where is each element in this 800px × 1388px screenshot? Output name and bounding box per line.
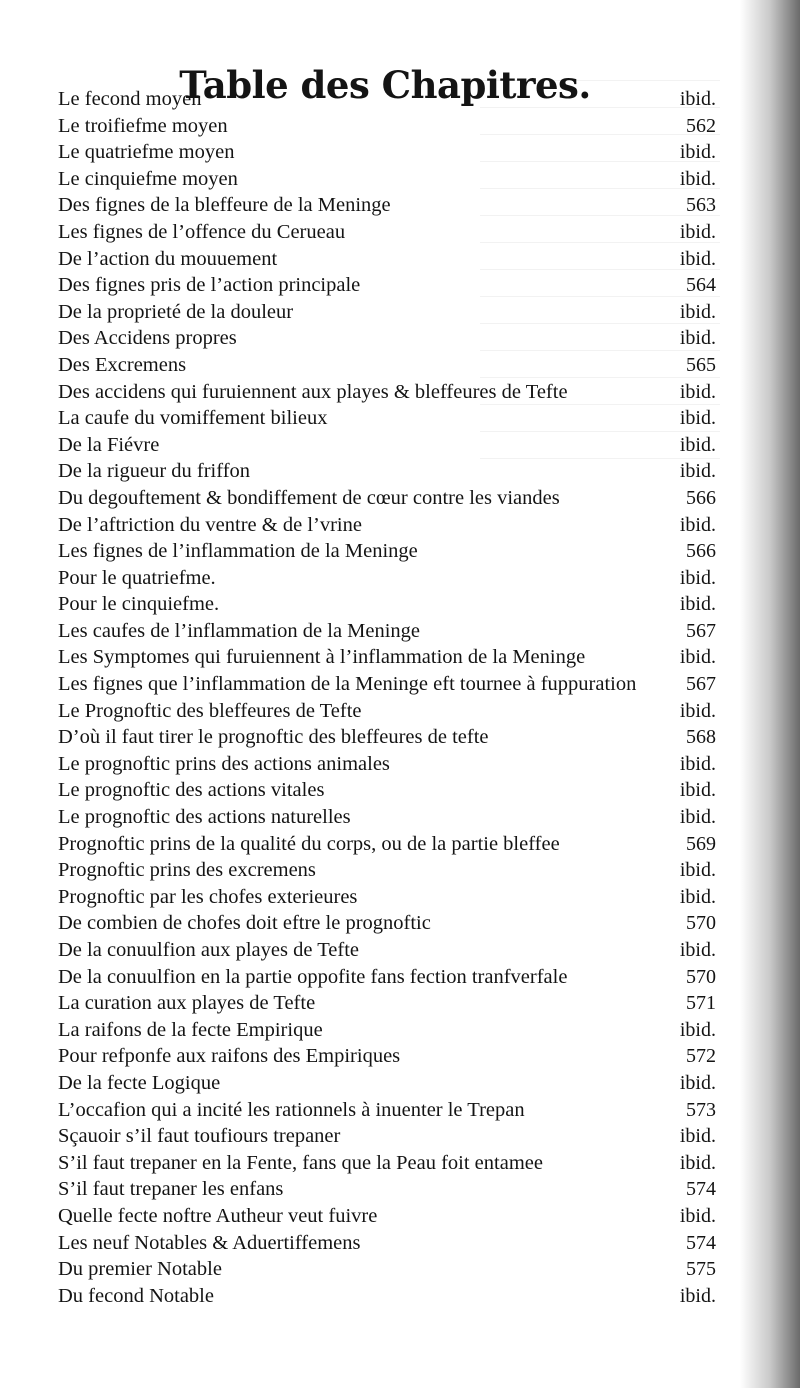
toc-entry: [58, 1017, 716, 1044]
toc-entry: [58, 219, 716, 246]
entry-page-number: ibid.: [679, 752, 716, 775]
entry-page-number: 572: [686, 1045, 716, 1068]
entry-title: Prognoftic prins des excremens: [58, 859, 316, 882]
toc-entry: [58, 1176, 716, 1203]
entry-page-number: 565: [686, 353, 716, 376]
entry-title: S’il faut trepaner les enfans: [58, 1178, 284, 1201]
toc-entry: [58, 1256, 716, 1283]
entry-page-number: 575: [686, 1258, 716, 1281]
page-title: Table des Chapitres.: [179, 62, 591, 107]
entry-page-number: ibid.: [679, 859, 716, 882]
toc-entry: [58, 1070, 716, 1097]
entry-title: Les caufes de l’inflammation de la Meninge: [58, 619, 421, 642]
toc-entry: [58, 565, 716, 592]
entry-page-number: ibid.: [679, 300, 716, 323]
toc-entry: [58, 964, 716, 991]
toc-entry: [58, 192, 716, 219]
entry-page-number: ibid.: [679, 593, 716, 616]
entry-title: Des accidens qui furuiennent aux playes & bleffeures de Tefte: [58, 380, 568, 403]
entry-page-number: ibid.: [679, 327, 716, 350]
entry-title: Des fignes de la bleffeure de la Meninge: [58, 194, 391, 217]
toc-entry: [58, 86, 716, 113]
entry-page-number: ibid.: [679, 167, 716, 190]
entry-title: De l’action du mouuement: [58, 247, 278, 270]
toc-entry: [58, 1097, 716, 1124]
entry-title: La curation aux playes de Tefte: [58, 992, 316, 1015]
entry-title: De l’aftriction du ventre & de l’vrine: [58, 513, 362, 536]
entry-page-number: 563: [686, 194, 716, 217]
entry-title: Le cinquiefme moyen: [58, 167, 238, 190]
entry-title: De la proprieté de la douleur: [58, 300, 294, 323]
toc-entry: [58, 485, 716, 512]
entry-title: Le prognoftic des actions naturelles: [58, 806, 351, 829]
toc-entry: [58, 910, 716, 937]
toc-entry: [58, 1230, 716, 1257]
entry-page-number: ibid.: [679, 699, 716, 722]
entry-page-number: ibid.: [679, 939, 716, 961]
entry-page-number: ibid.: [679, 88, 716, 110]
entry-page-number: ibid.: [679, 806, 716, 829]
entry-title: S’il faut trepaner en la Fente, fans que la Peau foit entamee: [58, 1151, 543, 1174]
toc-entry: [58, 1203, 716, 1230]
toc-entry: [58, 831, 716, 858]
toc-entry: [58, 857, 716, 884]
toc-entry: [58, 405, 716, 432]
entry-page-number: 567: [686, 619, 716, 642]
entry-title: Les fignes que l’inflammation de la Meninge eft tournee à fuppuration: [58, 673, 637, 696]
entry-page-number: 573: [686, 1098, 716, 1121]
entry-title: De la rigueur du friffon: [58, 460, 251, 483]
entry-title: Le Prognoftic des bleffeures de Tefte: [58, 699, 362, 722]
entry-page-number: ibid.: [679, 779, 716, 802]
entry-page-number: ibid.: [679, 407, 716, 430]
entry-page-number: ibid.: [679, 1125, 716, 1148]
entry-title: Pour refponfe aux raifons des Empiriques: [58, 1045, 401, 1068]
entry-page-number: 566: [686, 540, 716, 563]
entry-page-number: 574: [686, 1231, 716, 1254]
toc-entry: [58, 139, 716, 166]
entry-page-number: ibid.: [679, 247, 716, 270]
entry-page-number: ibid.: [679, 1071, 716, 1094]
toc-entry: [58, 937, 716, 964]
entry-title: Le troifiefme moyen: [58, 114, 228, 137]
entry-page-number: ibid.: [679, 433, 716, 456]
toc-entry: [58, 1123, 716, 1150]
entry-title: La raifons de la fecte Empirique: [58, 1018, 323, 1041]
toc-entry: [58, 379, 716, 406]
entry-page-number: ibid.: [679, 885, 716, 908]
entry-page-number: ibid.: [679, 220, 716, 243]
entry-title: Sçauoir s’il faut toufiours trepaner: [58, 1125, 341, 1148]
entry-title: De la fecte Logique: [58, 1071, 221, 1094]
entry-page-number: ibid.: [679, 1204, 716, 1227]
entry-title: Pour le quatriefme.: [58, 566, 216, 589]
entry-page-number: 569: [686, 832, 716, 855]
entry-page-number: 574: [686, 1178, 716, 1201]
toc-entry: [58, 1283, 716, 1310]
entry-page-number: ibid.: [679, 646, 716, 669]
entry-title: D’où il faut tirer le prognoftic des bleffeures de tefte: [58, 726, 489, 749]
toc-entry: [58, 884, 716, 911]
toc-entry: [58, 166, 716, 193]
entry-page-number: ibid.: [679, 460, 716, 483]
entry-title: Du fecond Notable: [58, 1284, 214, 1307]
toc-entry: [58, 272, 716, 299]
entry-title: Des Accidens propres: [58, 327, 237, 350]
toc-entry: [58, 113, 716, 140]
toc-entry: [58, 1043, 716, 1070]
entry-title: De combien de chofes doit eftre le prognoftic: [58, 912, 431, 935]
entry-page-number: 568: [686, 726, 716, 749]
entry-title: Du premier Notable: [58, 1258, 222, 1281]
toc-entry: [58, 644, 716, 671]
toc-entry: [58, 299, 716, 326]
toc-entry: [58, 671, 716, 698]
entry-title: De la conuulfion aux playes de Tefte: [58, 939, 360, 961]
toc-entry: [58, 618, 716, 645]
toc-entry: [58, 325, 716, 352]
toc-entry: [58, 591, 716, 618]
toc-entry: [58, 777, 716, 804]
entry-page-number: ibid.: [679, 1284, 716, 1307]
toc-entry: [58, 1150, 716, 1177]
toc-entry: [58, 512, 716, 539]
entry-title: Prognoftic prins de la qualité du corps, ou de la partie bleffee: [58, 832, 560, 855]
entry-title: La caufe du vomiffement bilieux: [58, 407, 328, 430]
entry-title: Les fignes de l’inflammation de la Meninge: [58, 540, 418, 563]
toc-entry: [58, 538, 716, 565]
entry-title: Le prognoftic prins des actions animales: [58, 752, 390, 775]
entry-title: Les Symptomes qui furuiennent à l’inflammation de la Meninge: [58, 646, 586, 669]
entry-page-number: 562: [686, 114, 716, 137]
entry-page-number: 571: [686, 992, 716, 1015]
toc-entry: [58, 246, 716, 273]
toc-entry: [58, 458, 716, 485]
entry-title: Des Excremens: [58, 353, 187, 376]
entry-page-number: 566: [686, 486, 716, 509]
toc-entry: [58, 698, 716, 725]
toc-entry: [58, 804, 716, 831]
toc-entry: [58, 751, 716, 778]
toc-entry: [58, 432, 716, 459]
entry-page-number: 567: [686, 673, 716, 696]
entry-page-number: 570: [686, 912, 716, 935]
toc-entry: [58, 990, 716, 1017]
table-of-contents: [58, 86, 716, 1309]
entry-title: Le fecond moyen: [58, 88, 202, 110]
entry-page-number: ibid.: [679, 141, 716, 164]
entry-title: Les fignes de l’offence du Cerueau: [58, 220, 346, 243]
entry-page-number: ibid.: [679, 566, 716, 589]
toc-entry: [58, 724, 716, 751]
entry-title: De la Fiévre: [58, 433, 160, 456]
entry-title: Le prognoftic des actions vitales: [58, 779, 325, 802]
entry-page-number: 570: [686, 965, 716, 988]
entry-title: Prognoftic par les chofes exterieures: [58, 885, 358, 908]
entry-page-number: ibid.: [679, 380, 716, 403]
entry-title: L’occafion qui a incité les rationnels à inuenter le Trepan: [58, 1098, 525, 1121]
entry-page-number: ibid.: [679, 513, 716, 536]
entry-title: De la conuulfion en la partie oppofite fans fection tranfverfale: [58, 965, 568, 988]
entry-title: Pour le cinquiefme.: [58, 593, 220, 616]
entry-page-number: ibid.: [679, 1151, 716, 1174]
entry-page-number: ibid.: [679, 1018, 716, 1041]
entry-title: Les neuf Notables & Aduertiffemens: [58, 1231, 361, 1254]
toc-entry: [58, 352, 716, 379]
entry-title: Le quatriefme moyen: [58, 141, 235, 164]
entry-title: Des fignes pris de l’action principale: [58, 274, 361, 297]
entry-page-number: 564: [686, 274, 716, 297]
entry-title: Quelle fecte noftre Autheur veut fuivre: [58, 1204, 378, 1227]
entry-title: Du degouftement & bondiffement de cœur contre les viandes: [58, 486, 560, 509]
